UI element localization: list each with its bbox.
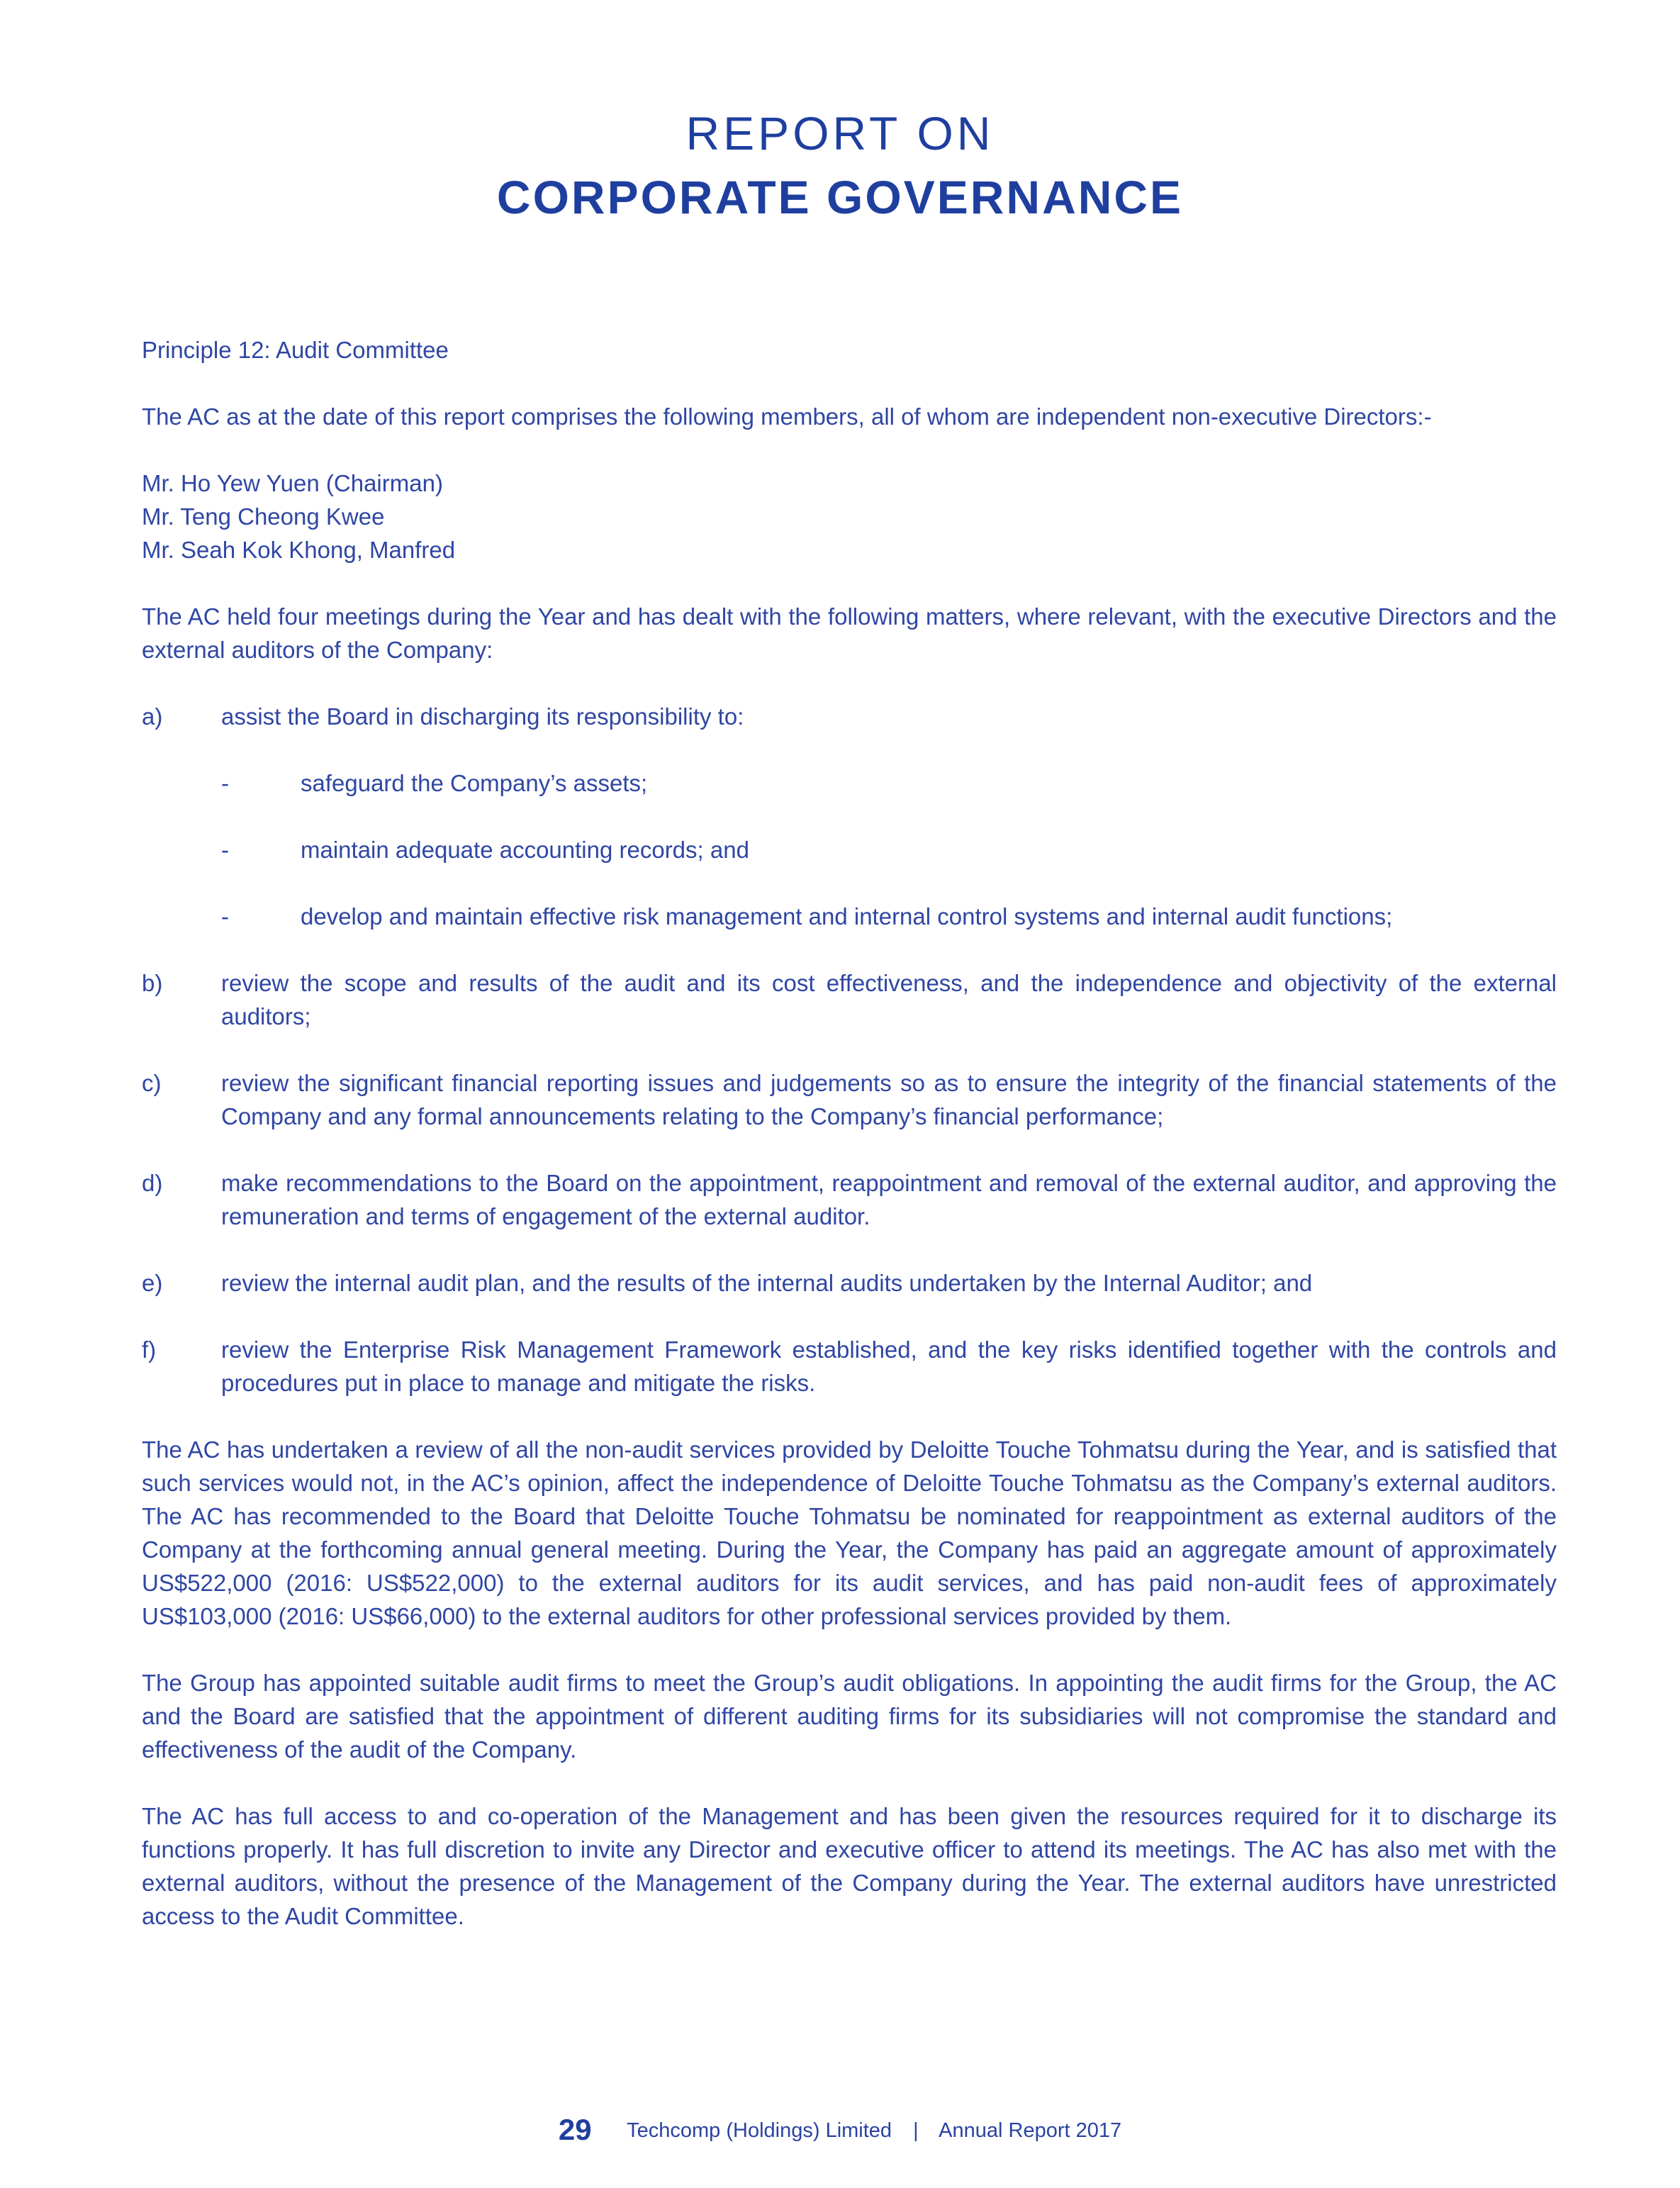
page-number: 29 (558, 2113, 592, 2146)
list-item-b (142, 966, 1557, 1033)
list-item-e (142, 1266, 1557, 1300)
list-label: a) (142, 703, 163, 730)
list-text: review the significant financial reporting issues and judgements so as to ensure the integrity of the financial statements of the Company and any formal announcements relating to the Company’s financial performance; (221, 1070, 1557, 1129)
list-text: review the scope and results of the audit and its cost effectiveness, and the independence and objectivity of the external auditors; (221, 970, 1557, 1029)
sub-item (142, 833, 1557, 866)
member-item: Mr. Seah Kok Khong, Manfred (142, 537, 456, 563)
document-body (142, 333, 1557, 1966)
principle-heading: Principle 12: Audit Committee (142, 337, 449, 363)
list-label: f) (142, 1336, 157, 1363)
list-label: d) (142, 1170, 163, 1196)
list-text: review the Enterprise Risk Management Framework established, and the key risks identified together with the controls and procedures put in place to manage and mitigate the risks. (221, 1336, 1557, 1396)
list-item-c (142, 1066, 1557, 1133)
dash-bullet: - (221, 770, 229, 796)
sub-item-text: develop and maintain effective risk management and internal control systems and internal audit functions; (301, 903, 1393, 930)
dash-bullet: - (221, 903, 229, 930)
list-text: make recommendations to the Board on the appointment, reappointment and removal of the external auditor, and approving the remuneration and terms of engagement of the external auditor. (221, 1170, 1557, 1229)
sub-item (142, 900, 1557, 933)
list-label: e) (142, 1270, 163, 1296)
non-audit-paragraph: The AC has undertaken a review of all the non-audit services provided by Deloitte Touche Tohmatsu during the Year, and is satisfied that such services would not, in the AC’s opinion, affect the independence of Deloitte Touche Tohmatsu as the Company’s external auditors. The AC has recommended to the Board that Deloitte Touche Tohmatsu be nominated for reappointment as external auditors of the Company at the forthcoming annual general meeting. During the Year, the Company has paid an aggregate amount of approximately US$522,000 (2016: US$522,000) to the external auditors for its audit services, and has paid non-audit fees of approximately US$103,000 (2016: US$66,000) to the external auditors for other professional services provided by them. (142, 1436, 1557, 1629)
list-label: b) (142, 970, 163, 996)
page-footer (0, 2113, 1680, 2147)
title-line-2: CORPORATE GOVERNANCE (496, 171, 1184, 223)
list-item-a (142, 700, 1557, 733)
list-text: review the internal audit plan, and the results of the internal audits undertaken by the Internal Auditor; and (221, 1270, 1313, 1296)
member-item: Mr. Teng Cheong Kwee (142, 503, 385, 530)
member-list (142, 467, 1557, 566)
access-paragraph: The AC has full access to and co-operation of the Management and has been given the resources required for it to discharge its functions properly. It has full discretion to invite any Director and executive officer to attend its meetings. The AC has also met with the external auditors, without the presence of the Management of the Company during the Year. The external auditors have unrestricted access to the Audit Committee. (142, 1803, 1557, 1929)
sub-item-text: maintain adequate accounting records; and (301, 837, 749, 863)
list-item-d (142, 1166, 1557, 1233)
member-item: Mr. Ho Yew Yuen (Chairman) (142, 470, 443, 496)
meetings-paragraph: The AC held four meetings during the Year and has dealt with the following matters, where relevant, with the executive Directors and the external auditors of the Company: (142, 603, 1557, 663)
group-audit-paragraph: The Group has appointed suitable audit firms to meet the Group’s audit obligations. In appointing the audit firms for the Group, the AC and the Board are satisfied that the appointment of different auditing firms for its subsidiaries will not compromise the standard and effectiveness of the audit of the Company. (142, 1670, 1557, 1763)
title-line-1: REPORT ON (685, 107, 995, 160)
footer-separator: | (913, 2119, 919, 2142)
dash-bullet: - (221, 837, 229, 863)
intro-paragraph: The AC as at the date of this report comprises the following members, all of whom are independent non-executive Directors:- (142, 403, 1432, 430)
sub-item (142, 766, 1557, 800)
sub-item-text: safeguard the Company’s assets; (301, 770, 648, 796)
list-label: c) (142, 1070, 162, 1096)
list-text: assist the Board in discharging its responsibility to: (221, 703, 744, 730)
company-name: Techcomp (Holdings) Limited (627, 2119, 892, 2142)
list-item-f (142, 1333, 1557, 1400)
report-name: Annual Report 2017 (939, 2119, 1122, 2142)
